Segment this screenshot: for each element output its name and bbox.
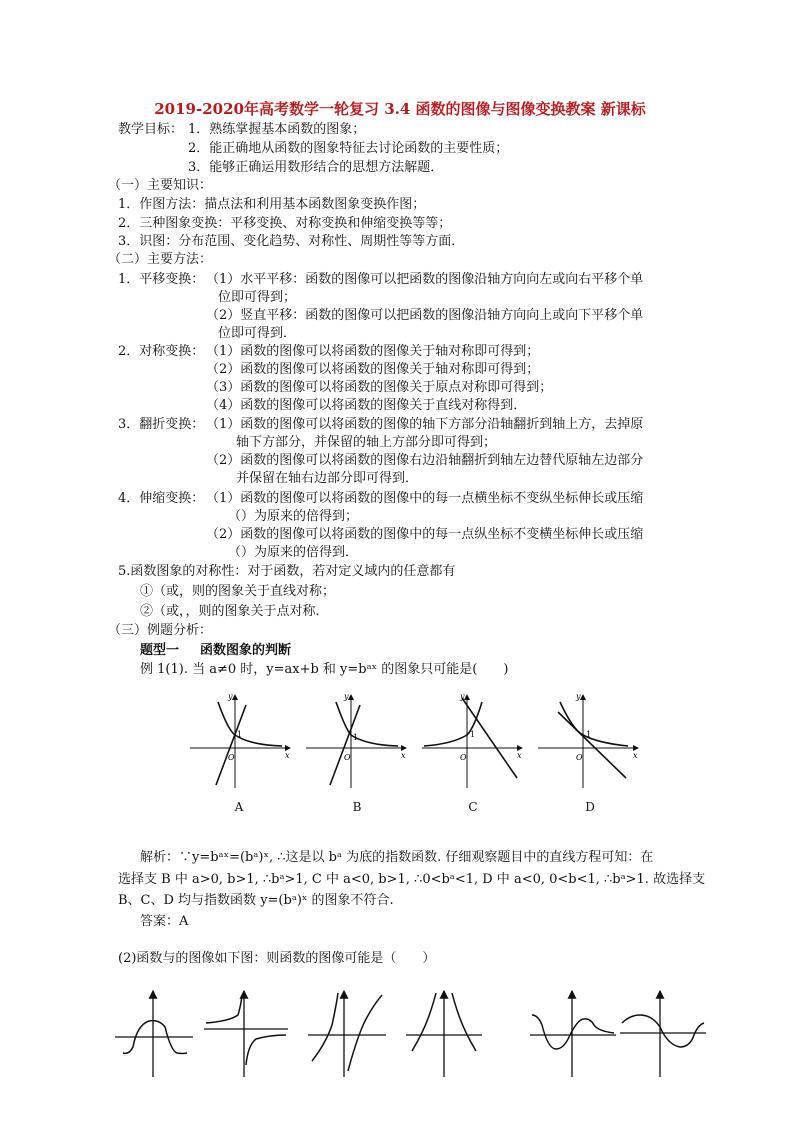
graph-2-6	[618, 985, 708, 1080]
knowledge-item: 1．作图方法：描点法和利用基本函数图象变换作图；	[118, 197, 426, 212]
question-type-label: 题型一	[140, 643, 180, 658]
graph-d-label: D	[585, 800, 595, 814]
method-line: （2）函数的图像可以将函数的图像右边沿轴翻折到轴左边替代原轴左边部分	[206, 453, 644, 468]
method-line: ②（或，，则的图象关于点对称．	[140, 604, 329, 619]
method-line: （2）函数的图像可以将函数的图像关于轴对称即可得到；	[206, 362, 540, 377]
method-line: 轴下方部分，并保留的轴上方部分即可得到；	[236, 435, 497, 450]
knowledge-item: 2．三种图象变换：平移变换、对称变换和伸缩变换等等；	[118, 216, 452, 231]
origin-label: O	[228, 753, 235, 762]
method-line: （1）函数的图像可以将函数的图像关于轴对称即可得到；	[206, 344, 540, 359]
example-2-question: (2)函数与的图像如下图：则函数的图像可能是（ ）	[118, 951, 436, 966]
answer: 答案：A	[140, 914, 189, 929]
one-label: 1	[586, 730, 592, 739]
graph-b	[306, 690, 416, 790]
goal-item: 3．能够正确运用数形结合的思想方法解题．	[188, 160, 444, 175]
y-label: y	[460, 692, 465, 701]
method-label: 5.函数图象的对称性：对于函数，若对定义域内的任意都有	[118, 564, 456, 579]
section-heading: （三）例题分析：	[108, 623, 213, 638]
method-label: 2．对称变换：	[118, 344, 205, 359]
knowledge-item: 3．识图：分布范围、变化趋势、对称性、周期性等等方面．	[118, 234, 465, 249]
graph-2-1	[115, 985, 195, 1080]
method-line: （3）函数的图像可以将函数的图像关于原点对称即可得到；	[206, 380, 553, 395]
analysis-line: 选择支 B 中 a>0, b>1, ∴bᵃ>1, C 中 a<0, b>1, ∴0<bᵃ<1, D 中 a<0, 0<b<1, ∴bᵃ>1. 故选择支	[118, 872, 706, 887]
origin-label: O	[576, 753, 583, 762]
graph-d	[538, 690, 648, 790]
graph-a	[190, 690, 300, 790]
graph-2-3	[304, 985, 389, 1080]
method-label: 1．平移变换：	[118, 272, 205, 287]
example-1-question: 例 1(1). 当 a≠0 时，y=ax+b 和 y=bᵃˣ 的图象只可能是( )	[140, 662, 509, 677]
goals-label: 教学目标：	[118, 122, 184, 137]
method-label: 4．伸缩变换：	[118, 491, 205, 506]
method-line: 位即可得到；	[218, 290, 297, 305]
method-line: 位即可得到．	[218, 326, 297, 341]
y-label: y	[576, 692, 581, 701]
analysis-line: B、C、D 均与指数函数 y=(bᵃ)ˣ 的图象不符合.	[118, 893, 394, 908]
goal-item: 2．能正确地从函数的图象特征去讨论函数的主要性质；	[188, 141, 509, 156]
method-line: （2）竖直平移：函数的图像可以把函数的图像沿轴方向向上或向下平移个单	[206, 308, 644, 323]
x-label: x	[633, 751, 638, 760]
origin-label: O	[344, 753, 351, 762]
method-line: （1）函数的图像可以将函数的图像中的每一点横坐标不变纵坐标伸长或压缩	[206, 491, 644, 506]
method-line: （）为原来的倍得到；	[228, 509, 359, 524]
section-heading: （一）主要知识：	[108, 178, 213, 193]
one-label: 1	[353, 733, 359, 742]
method-line: （1）函数的图像可以将函数的图像的轴下方部分沿轴翻折到轴上方，去掉原	[206, 417, 644, 432]
graph-c	[422, 690, 532, 790]
y-label: y	[344, 692, 349, 701]
exp-curve	[424, 702, 482, 746]
exp-curve	[218, 702, 282, 746]
method-line: （1）水平平移：函数的图像可以把函数的图像沿轴方向向左或向右平移个单	[206, 272, 644, 287]
page-title: 2019-2020年高考数学一轮复习 3.4 函数的图像与图像变换教案 新课标	[154, 100, 646, 118]
exp-curve	[336, 702, 398, 746]
method-label: 3．翻折变换：	[118, 417, 205, 432]
graph-2-5	[528, 985, 618, 1080]
method-line: （）为原来的倍得到．	[228, 545, 359, 560]
graph-c-label: C	[468, 800, 478, 814]
graph-b-label: B	[352, 800, 362, 814]
graph-2-4	[404, 985, 484, 1080]
graph-2-2	[200, 985, 290, 1080]
line	[216, 705, 246, 785]
graph-a-label: A	[234, 800, 244, 814]
one-label: 1	[237, 730, 243, 739]
section-heading: （二）主要方法：	[108, 252, 213, 267]
goal-item: 1．熟练掌握基本函数的图象；	[188, 122, 366, 137]
y-label: y	[228, 692, 233, 701]
x-label: x	[517, 751, 522, 760]
line	[330, 705, 360, 785]
method-line: ①（或，则的图象关于直线对称；	[140, 584, 336, 599]
method-line: 并保留在轴右边部分即可得到．	[236, 471, 419, 486]
x-label: x	[401, 751, 406, 760]
question-type-title: 函数图象的判断	[200, 643, 292, 658]
origin-label: O	[460, 753, 467, 762]
one-label: 1	[470, 730, 476, 739]
method-line: （4）函数的图像可以将函数的图像关于直线对称得到．	[206, 398, 527, 413]
analysis-line: 解析：∵y=bᵃˣ=(bᵃ)ˣ, ∴这是以 bᵃ 为底的指数函数. 仔细观察题目中的直线方程可知：在	[140, 850, 654, 865]
x-label: x	[285, 751, 290, 760]
method-line: （2）函数的图像可以将函数的图像中的每一点纵坐标不变横坐标伸长或压缩	[206, 527, 644, 542]
